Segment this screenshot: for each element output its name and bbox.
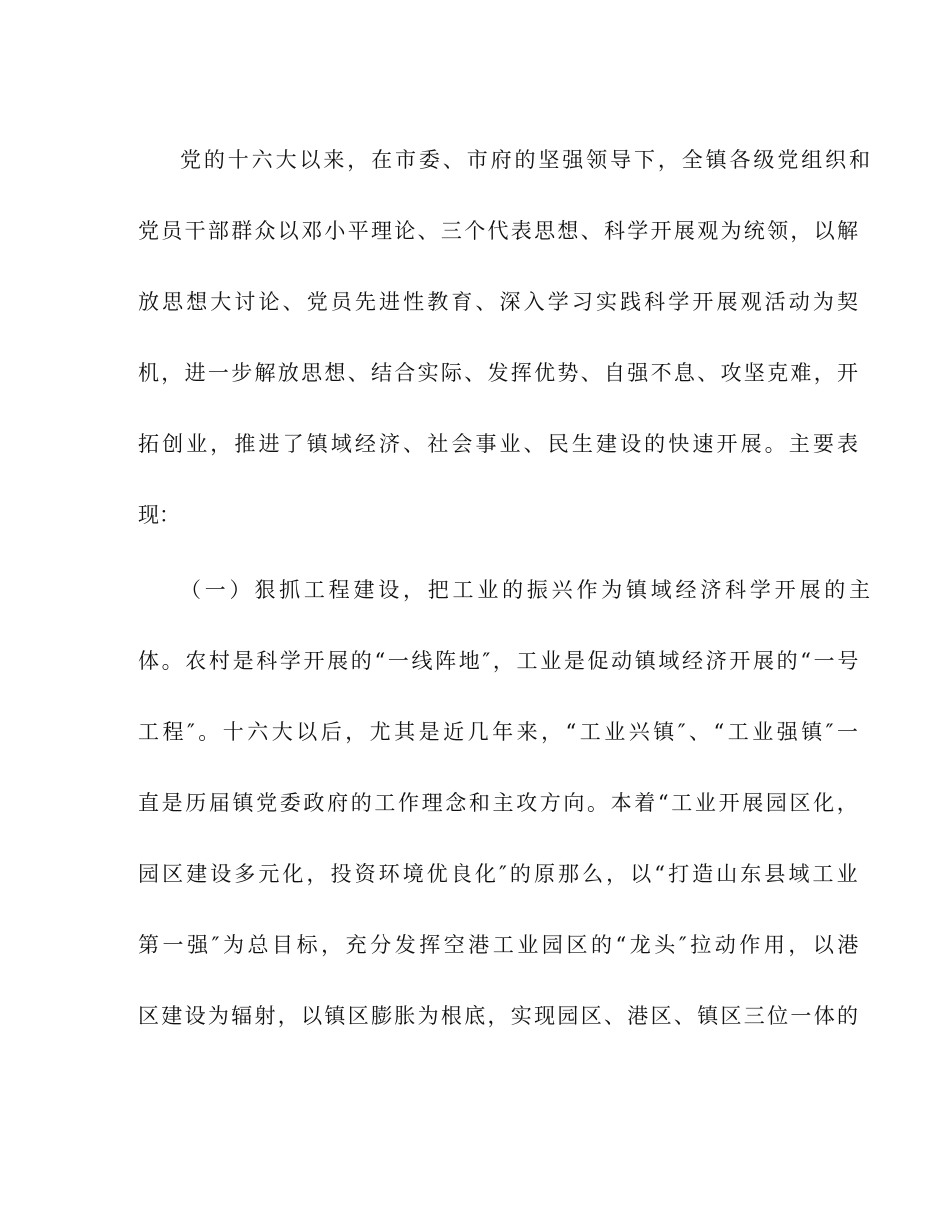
paragraph-2-line-4: 直是历届镇党委政府的工作理念和主攻方向。本着“工业开展园区化， [138, 791, 861, 815]
paragraph-2-line-7: 区建设为辐射，以镇区膨胀为根底，实现园区、港区、镇区三位一体的 [138, 1004, 861, 1028]
paragraph-1-line-3: 放思想大讨论、党员先进性教育、深入学习实践科学开展观活动为契 [138, 290, 862, 314]
paragraph-1-line-6: 现： [138, 503, 180, 527]
paragraph-2-line-1: （一）狠抓工程建设，把工业的振兴作为镇域经济科学开展的主 [180, 578, 874, 602]
paragraph-1-line-1: 党的十六大以来，在市委、市府的坚强领导下，全镇各级党组织和 [180, 148, 873, 172]
paragraph-2-line-2: 体。农村是科学开展的“一线阵地″，工业是促动镇域经济开展的“一号 [138, 649, 861, 673]
paragraph-2-line-3: 工程″。十六大以后，尤其是近几年来，“工业兴镇″、“工业强镇″一 [138, 720, 862, 744]
paragraph-1-line-2: 党员干部群众以邓小平理论、三个代表思想、科学开展观为统领，以解 [138, 219, 861, 243]
paragraph-2-line-6: 第一强″为总目标，充分发挥空港工业园区的“龙头″拉动作用，以港 [138, 933, 862, 957]
paragraph-2-line-5: 园区建设多元化，投资环境优良化″的原那么，以“打造山东县域工业 [138, 862, 861, 886]
paragraph-1-line-4: 机，进一步解放思想、结合实际、发挥优势、自强不息、攻坚克难，开 [138, 361, 861, 385]
paragraph-1-line-5: 拓创业，推进了镇域经济、社会事业、民生建设的快速开展。主要表 [138, 432, 862, 456]
